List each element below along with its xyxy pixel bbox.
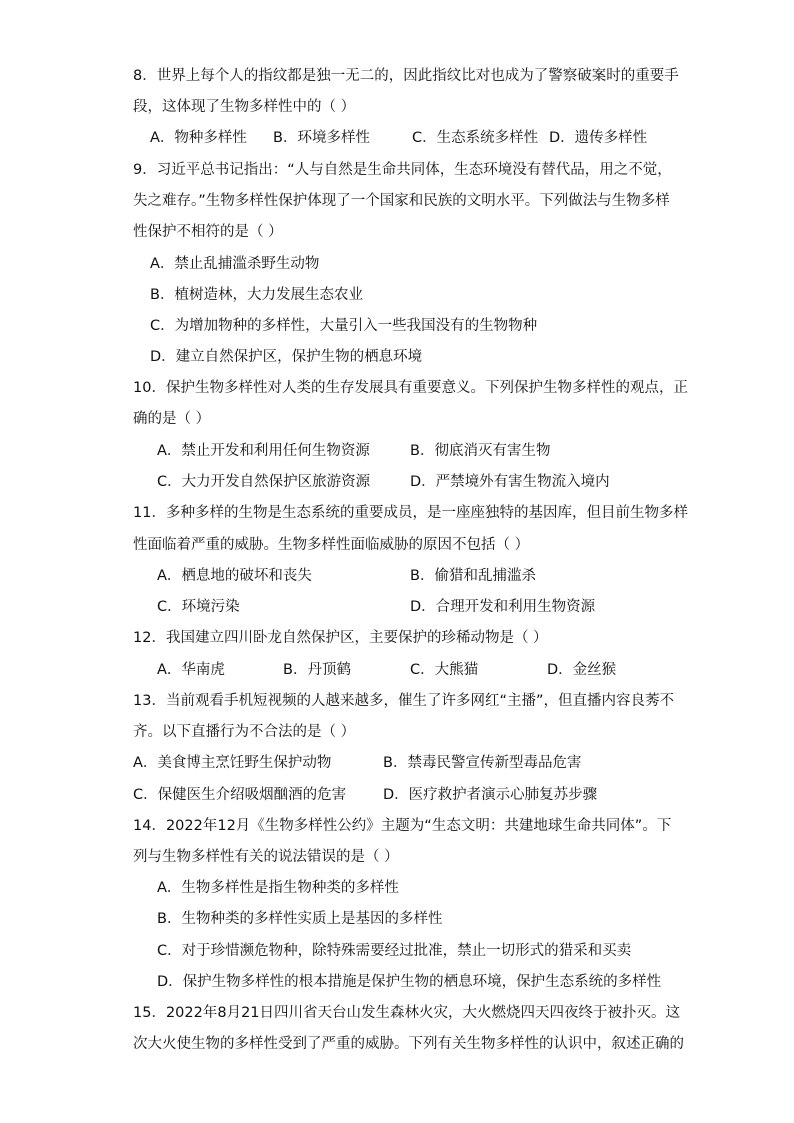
q10-option-b: B．彻底消灭有害生物 xyxy=(410,443,551,459)
q10-option-c: C．大力开发自然保护区旅游资源 xyxy=(157,474,371,490)
q8-option-a: A．物种多样性 xyxy=(150,130,247,146)
question-9-line-1: 9．习近平总书记指出：“人与自然是生命共同体，生态环境没有替代品，用之不觉， xyxy=(133,162,672,178)
q9-option-c: C．为增加物种的多样性，大量引入一些我国没有的生物物种 xyxy=(150,318,538,334)
question-15-line-2: 次大火使生物的多样性受到了严重的威胁。下列有关生物多样性的认识中，叙述正确的 xyxy=(133,1036,684,1052)
q8-option-d: D．遗传多样性 xyxy=(549,130,648,146)
question-10-line-1: 10．保护生物多样性对人类的生存发展具有重要意义。下列保护生物多样性的观点，正 xyxy=(133,380,688,396)
q11-option-a: A．栖息地的破坏和丧失 xyxy=(157,568,312,584)
q11-option-b: B．偷猎和乱捕滥杀 xyxy=(410,568,536,584)
q9-option-d: D．建立自然保护区，保护生物的栖息环境 xyxy=(150,349,423,365)
q14-option-c: C．对于珍惜濒危物种，除特殊需要经过批准，禁止一切形式的猎采和买卖 xyxy=(157,943,632,959)
q11-option-d: D．合理开发和利用生物资源 xyxy=(410,599,596,615)
question-8-line-1: 8．世界上每个人的指纹都是独一无二的，因此指纹比对也成为了警察破案时的重要手 xyxy=(133,68,679,84)
q13-option-a: A．美食博主烹饪野生保护动物 xyxy=(133,755,332,771)
q10-option-a: A．禁止开发和利用任何生物资源 xyxy=(157,443,370,459)
q12-option-c: C．大熊猫 xyxy=(410,662,479,678)
question-8-line-2: 段，这体现了生物多样性中的（ ） xyxy=(133,99,356,115)
question-9-line-3: 性保护不相符的是（ ） xyxy=(133,224,283,240)
question-10-line-2: 确的是（ ） xyxy=(133,411,211,427)
question-13-line-2: 齐。以下直播行为不合法的是（ ） xyxy=(133,724,356,740)
q8-option-b: B．环境多样性 xyxy=(273,130,370,146)
q12-option-a: A．华南虎 xyxy=(157,662,225,678)
q13-option-c: C．保健医生介绍吸烟酗酒的危害 xyxy=(133,787,347,803)
q14-option-a: A．生物多样性是指生物种类的多样性 xyxy=(157,880,399,896)
question-11-line-2: 性面临着严重的威胁。生物多样性面临威胁的原因不包括（ ） xyxy=(133,537,530,553)
q12-option-b: B．丹顶鹤 xyxy=(283,662,351,678)
question-13-line-1: 13．当前观看手机短视频的人越来越多，催生了许多网红“主播”，但直播内容良莠不 xyxy=(133,693,674,709)
q14-option-d: D．保护生物多样性的根本措施是保护生物的栖息环境，保护生态系统的多样性 xyxy=(157,974,662,990)
question-15-line-1: 15．2022年8月21日四川省天台山发生森林火灾，大火燃烧四天四夜终于被扑灭。这 xyxy=(133,1005,681,1021)
q12-option-d: D．金丝猴 xyxy=(547,662,617,678)
q14-option-b: B．生物种类的多样性实质上是基因的多样性 xyxy=(157,911,443,927)
question-14-line-2: 列与生物多样性有关的说法错误的是（ ） xyxy=(133,849,399,865)
question-11-line-1: 11．多种多样的生物是生态系统的重要成员，是一座座独特的基因库，但目前生物多样 xyxy=(133,505,688,521)
q8-option-c: C．生态系统多样性 xyxy=(412,130,539,146)
q11-option-c: C．环境污染 xyxy=(157,599,240,615)
q9-option-b: B．植树造林，大力发展生态农业 xyxy=(150,287,363,303)
q13-option-b: B．禁毒民警宣传新型毒品危害 xyxy=(383,755,582,771)
q13-option-d: D．医疗救护者演示心肺复苏步骤 xyxy=(383,787,598,803)
q10-option-d: D．严禁境外有害生物流入境内 xyxy=(410,474,610,490)
question-9-line-2: 失之难存。”生物多样性保护体现了一个国家和民族的文明水平。下列做法与生物多样 xyxy=(133,193,670,209)
question-14-line-1: 14．2022年12月《生物多样性公约》主题为“生态文明：共建地球生命共同体”。下 xyxy=(133,818,672,834)
question-12-line-1: 12．我国建立四川卧龙自然保护区，主要保护的珍稀动物是（ ） xyxy=(133,630,548,646)
q9-option-a: A．禁止乱捕滥杀野生动物 xyxy=(150,256,320,272)
